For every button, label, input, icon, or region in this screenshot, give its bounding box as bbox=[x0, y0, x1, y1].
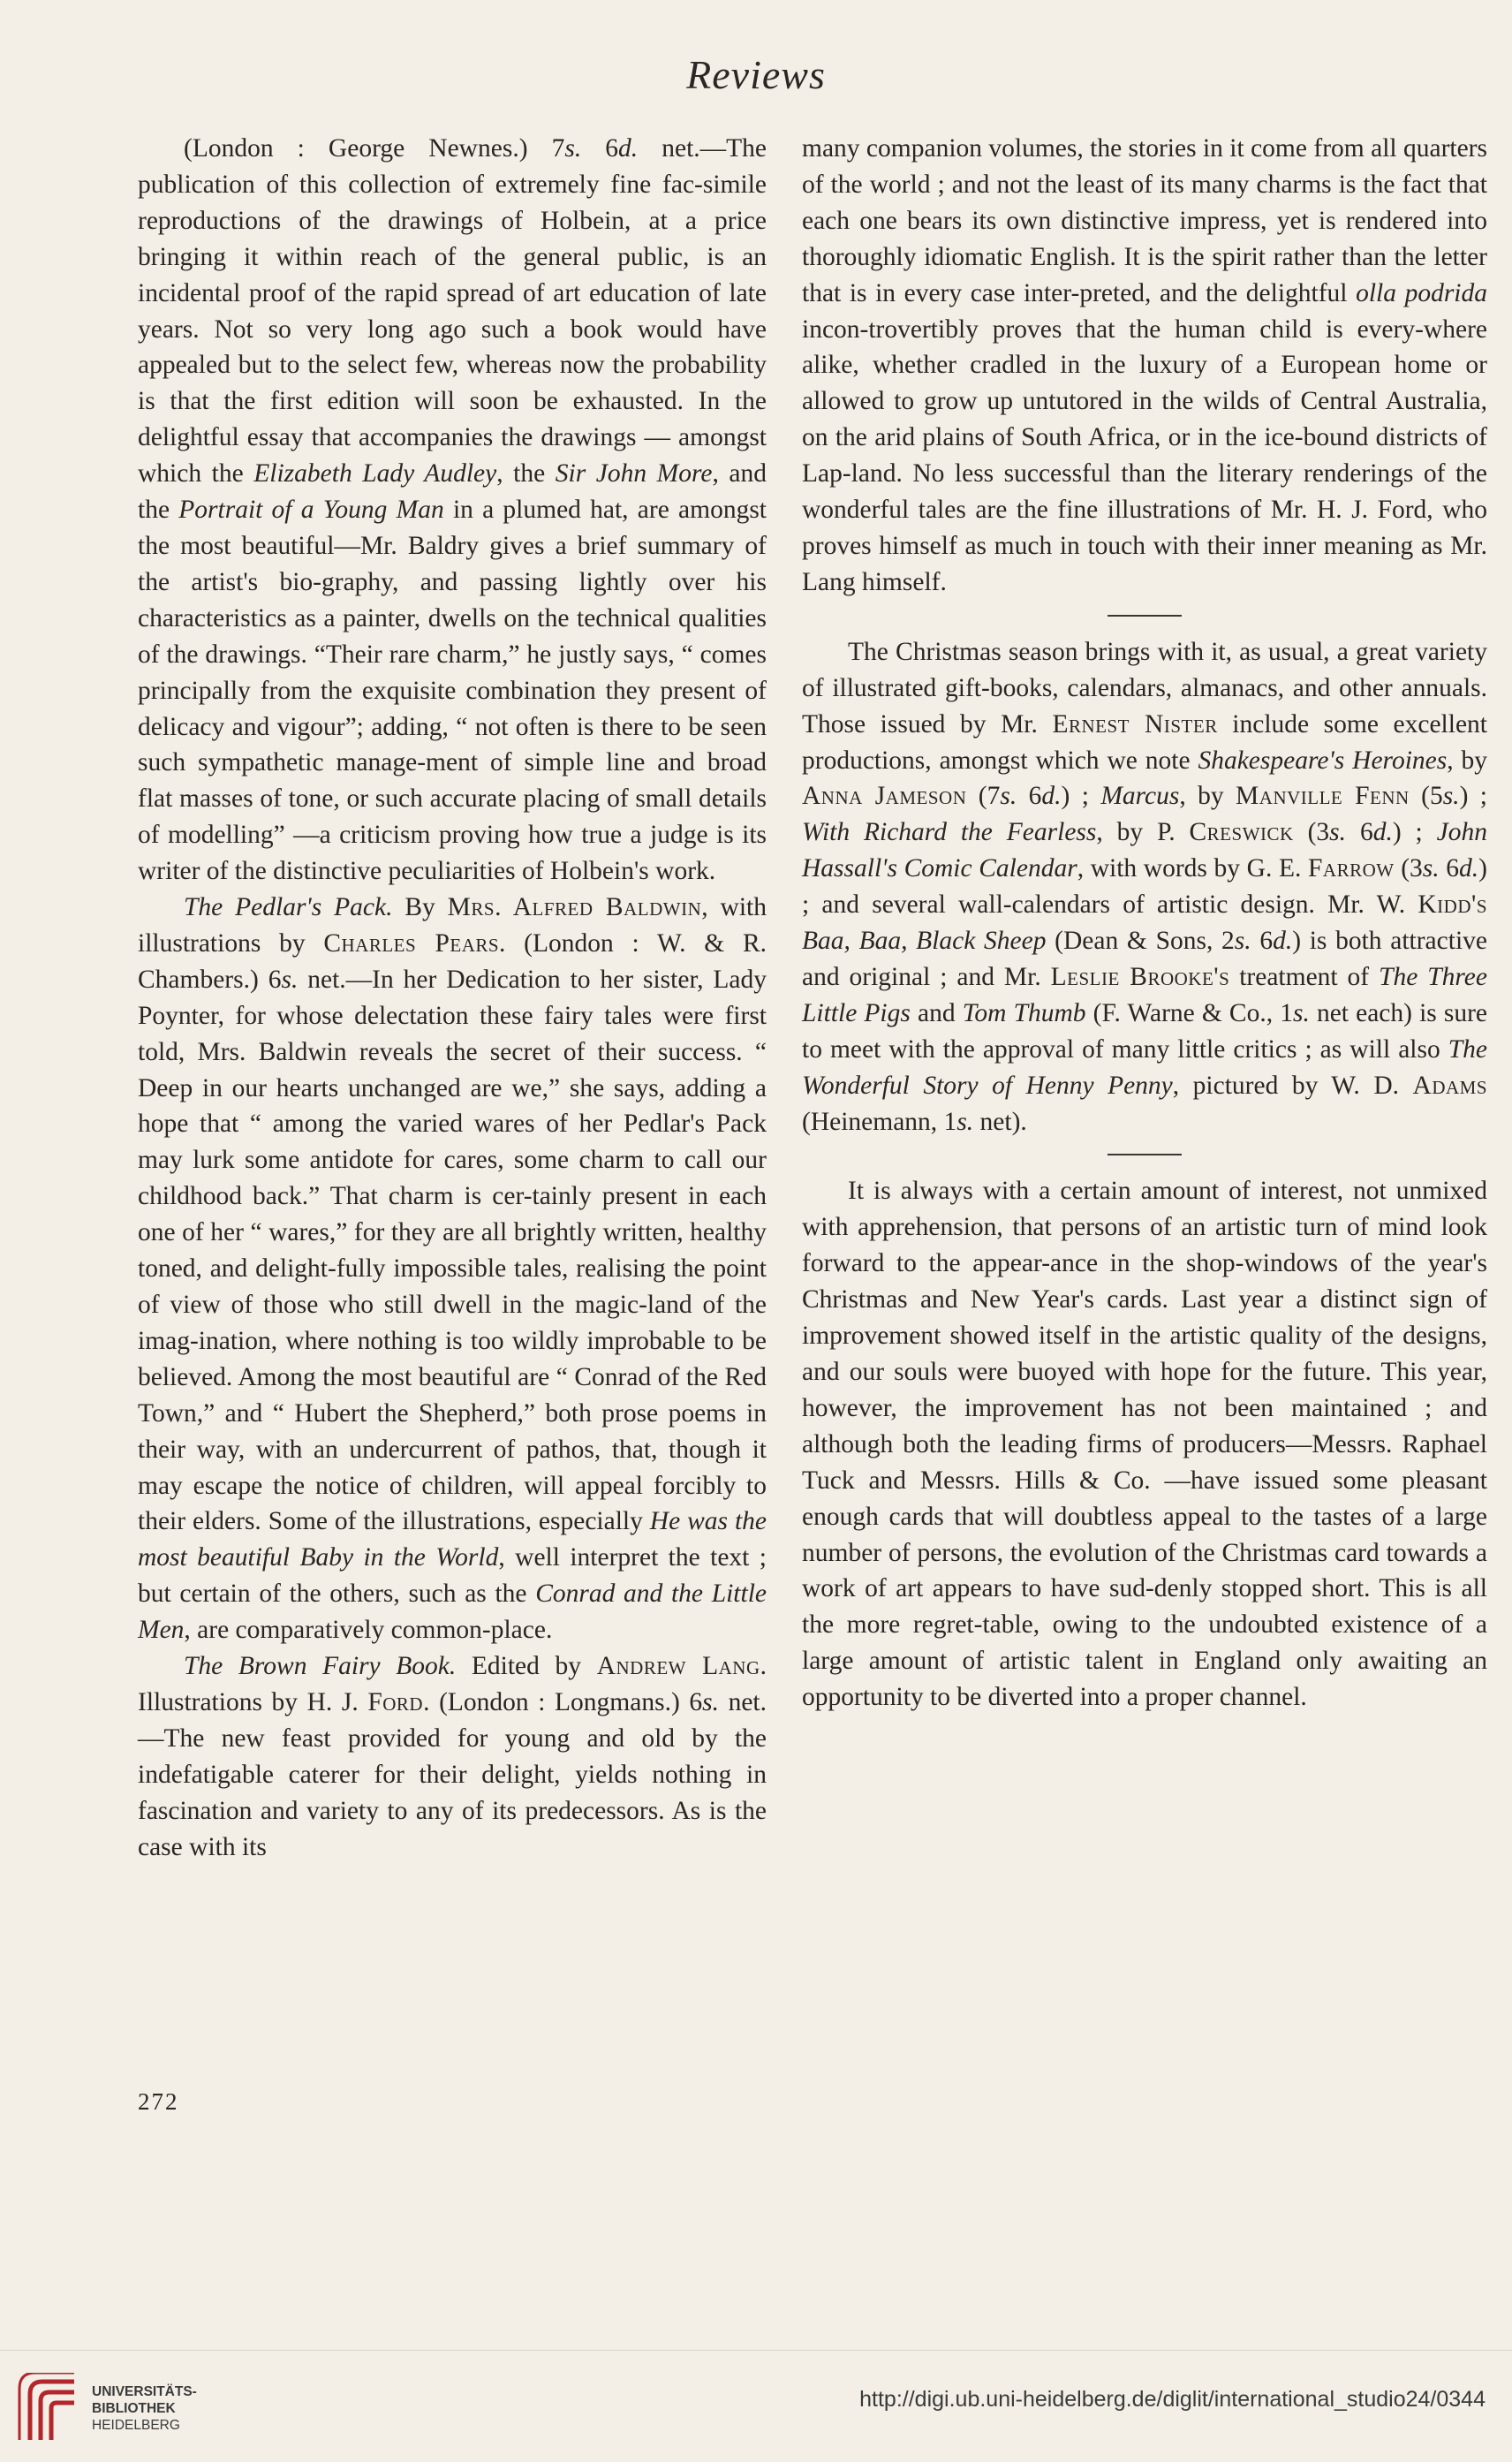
body-text: 6 bbox=[1346, 818, 1373, 847]
body-text: (Dean & Sons, 2 bbox=[1046, 927, 1235, 956]
italic-title-text: Shakespeare's Heroines bbox=[1198, 746, 1448, 775]
body-text: (F. Warne & Co., 1 bbox=[1085, 998, 1293, 1027]
body-text: (3 bbox=[1293, 818, 1330, 847]
italic-title-text: d. bbox=[1273, 927, 1293, 956]
author-name-text: Mrs. Alfred Baldwin bbox=[447, 893, 702, 922]
body-text: ) ; bbox=[1392, 818, 1437, 847]
body-text: and bbox=[910, 998, 963, 1027]
body-text: (Heinemann, 1 bbox=[802, 1107, 957, 1136]
library-name-line: UNIVERSITÄTS- bbox=[92, 2384, 197, 2399]
body-text: , the bbox=[496, 459, 556, 489]
body-text: By bbox=[392, 893, 448, 922]
author-name-text: Manville Fenn bbox=[1236, 782, 1410, 811]
right-column bbox=[802, 131, 1487, 1716]
library-logo-icon bbox=[12, 2373, 85, 2445]
body-text: include some excellent productions, amongst which we note bbox=[802, 709, 1487, 775]
body-text: , are comparatively common-place. bbox=[184, 1616, 553, 1645]
italic-title-text: The Three Little Pigs bbox=[802, 962, 1487, 1027]
christmas-books-paragraph bbox=[802, 634, 1487, 1140]
review-brown-fairy-book-continued bbox=[802, 131, 1487, 601]
review-pedlars-pack-paragraph bbox=[138, 890, 767, 1648]
body-text: . (London : Longmans.) 6 bbox=[423, 1687, 703, 1716]
italic-title-text: s. bbox=[1442, 782, 1460, 811]
body-text: (5 bbox=[1409, 782, 1443, 811]
body-text: net.—The new feast provided for young and old by the indefatigable caterer for their delight, yields nothing in fascination and variety to any of its predecessors. As is the case with its bbox=[138, 1687, 767, 1861]
body-text: 6 bbox=[1017, 782, 1042, 811]
body-text: ) ; bbox=[1061, 782, 1101, 811]
italic-title-text: s. bbox=[564, 134, 582, 163]
author-name-text: Anna Jameson bbox=[802, 782, 967, 811]
left-column bbox=[138, 131, 767, 1866]
source-url-link[interactable]: http://digi.ub.uni-heidelberg.de/diglit/international_studio24/0344 bbox=[859, 2387, 1486, 2412]
christmas-cards-paragraph bbox=[802, 1173, 1487, 1716]
italic-title-text: s. bbox=[1000, 782, 1017, 811]
footer-divider bbox=[0, 2350, 1512, 2351]
review-holbein-paragraph bbox=[138, 131, 767, 890]
body-text: . (London : W. & R. Chambers.) 6 bbox=[138, 928, 767, 994]
body-text: , pictured by W. D. bbox=[1172, 1071, 1413, 1100]
italic-title-text: He was the most beautiful Baby in the World bbox=[138, 1507, 767, 1572]
body-text: many companion volumes, the stories in it come from all quarters of the world ; and not the least of its many charms is the fact that each one bears its own distinctive impress, yet is rendered into thoroughly idiomatic English. It is the spirit rather than the letter that is in every case inter-preted, and the delightful bbox=[802, 134, 1487, 307]
italic-title-text: s. bbox=[1292, 998, 1310, 1027]
body-text: treatment of bbox=[1229, 962, 1380, 991]
body-text: net.—In her Dedication to her sister, Lady Poynter, for whose delectation these fairy tales were first told, Mrs. Baldwin reveals the secret of their success. “ Deep in our hearts unchanged are we,” she says, adding a hope that “ among the varied wares of her Pedlar's Pack may lurk some antidote for cares, some charm to call our childhood back.” That charm is cer-tainly present in each one of her “ wares,” for they are all brightly written, healthy toned, and delight-fully impossible tales, realising the point of view of those who still dwell in the magic-land of the imag-ination, where nothing is too wildly improbable to be believed. Among the most beautiful are “ Conrad of the Red Town,” and “ Hubert the Shepherd,” both prose poems in their way, with an undercurrent of pathos, that, though it may escape the notice of children, will appeal forcibly to their elders. Some of the illustrations, especially bbox=[138, 965, 767, 1536]
italic-title-text: The Wonderful Story of Henny Penny bbox=[802, 1034, 1487, 1100]
body-text: 6 bbox=[1439, 854, 1460, 883]
italic-title-text: d. bbox=[1459, 854, 1479, 883]
author-name-text: Adams bbox=[1412, 1071, 1488, 1100]
body-text: (London : George Newnes.) 7 bbox=[184, 134, 565, 163]
body-text: , by bbox=[1179, 782, 1236, 811]
italic-title-text: s. bbox=[1234, 927, 1251, 956]
italic-title-text: Sir John More bbox=[555, 459, 713, 489]
running-header: Reviews bbox=[686, 52, 826, 97]
author-name-text: Ford bbox=[367, 1687, 424, 1716]
italic-title-text: Portrait of a Young Man bbox=[178, 496, 444, 525]
italic-title-text: s. bbox=[281, 965, 299, 994]
author-name-text: Farrow bbox=[1308, 854, 1395, 883]
body-text: net.—The publication of this collection of extremely fine fac-simile reproductions of the drawings of Holbein, at a price bringing it within reach of the general public, is an incidental proof of the rapid spread of art education of late years. Not so very long ago such a book would have appealed but to the select few, whereas now the probability is that the first edition will soon be exhausted. In the delightful essay that accompanies the drawings — amongst which the bbox=[138, 134, 767, 489]
section-divider bbox=[1108, 615, 1182, 617]
author-name-text: Creswick bbox=[1189, 818, 1294, 847]
body-text: net each) is sure to meet with the approval of many little critics ; as will also bbox=[802, 998, 1488, 1064]
body-text: 6 bbox=[581, 134, 619, 163]
author-name-text: Charles Pears bbox=[323, 928, 500, 958]
italic-title-text: olla podrida bbox=[1356, 278, 1487, 307]
body-text: 6 bbox=[1251, 927, 1274, 956]
italic-title-text: s. bbox=[1422, 854, 1440, 883]
page-number: 272 bbox=[138, 2088, 179, 2115]
review-brown-fairy-book-paragraph bbox=[138, 1648, 767, 1865]
author-name-text: Andrew Lang bbox=[596, 1652, 760, 1681]
body-text: ) ; and several wall-calendars of artistic design. Mr. W. bbox=[802, 854, 1487, 920]
body-text: The Christmas season brings with it, as usual, a great variety of illustrated gift-books, calendars, almanacs, and other annuals. Those issued by Mr. bbox=[802, 637, 1487, 739]
body-text: , and the bbox=[138, 459, 767, 525]
body-text: in a plumed hat, are amongst the most beautiful—Mr. Baldry gives a brief summary of the artist's bio-graphy, and passing lightly over his characteristics as a painter, dwells on the technical qualities of the drawings. “Their rare charm,” he justly says, “ comes principally from the exquisite combination they present of delicacy and vigour”; adding, “ not often is there to be seen such sympathetic manage-ment of simple line and broad flat masses of tone, or such accurate placing of small details of modelling” —a criticism proving how true a judge is its writer of the distinctive peculiarities of Holbein's work. bbox=[138, 496, 767, 886]
body-text: . Illustrations by H. J. bbox=[138, 1652, 767, 1716]
italic-title-text: With Richard the Fearless bbox=[802, 818, 1097, 847]
italic-title-text: The Brown Fairy Book. bbox=[184, 1652, 457, 1681]
library-name-line: HEIDELBERG bbox=[92, 2418, 180, 2433]
italic-title-text: s. bbox=[702, 1687, 719, 1716]
italic-title-text: d. bbox=[618, 134, 639, 163]
body-text: net). bbox=[973, 1107, 1027, 1136]
italic-title-text: d. bbox=[1372, 818, 1393, 847]
italic-title-text: Marcus bbox=[1100, 782, 1180, 811]
section-divider bbox=[1108, 1154, 1182, 1155]
body-text: , well interpret the text ; but certain of the others, such as the bbox=[138, 1543, 767, 1609]
author-name-text: Kidd's bbox=[1418, 890, 1487, 920]
body-text: Edited by bbox=[456, 1652, 597, 1681]
italic-title-text: s. bbox=[1329, 818, 1347, 847]
italic-title-text: s. bbox=[956, 1107, 974, 1136]
body-text: It is always with a certain amount of interest, not unmixed with apprehension, that persons of an artistic turn of mind look forward to the appear-ance in the shop-windows of the year's Christmas and New Year's cards. Last year a distinct sign of improvement showed itself in the artistic quality of the designs, and our souls were buoyed with hope for the future. This year, however, the improvement has not been maintained ; and although both the leading firms of producers—Messrs. Raphael Tuck and Messrs. Hills & Co. —have issued some pleasant enough cards that will doubtless appeal to the tastes of a large number of persons, the evolution of the Christmas card towards a work of art appears to have sud-denly stopped short. This is all the more regret-table, owing to the undoubted existence of a large amount of artistic talent in England only awaiting an opportunity to be diverted into a proper channel. bbox=[802, 1177, 1487, 1712]
body-text: (3 bbox=[1394, 854, 1423, 883]
library-name-line: BIBLIOTHEK bbox=[92, 2401, 176, 2416]
author-name-text: Leslie Brooke's bbox=[1050, 962, 1230, 991]
italic-title-text: Baa, Baa, Black Sheep bbox=[802, 927, 1047, 956]
body-text: incon-trovertibly proves that the human child is every-where alike, whether cradled in the luxury of a European home or allowed to grow up untutored in the wilds of Central Australia, on the arid plains of South Africa, or in the ice-bound districts of Lap-land. No less successful than the literary renderings of the wonderful tales are the fine illustrations of Mr. H. J. Ford, who proves himself as much in touch with their inner meaning as Mr. Lang himself. bbox=[802, 314, 1487, 596]
body-text: , with words by G. E. bbox=[1077, 854, 1308, 883]
italic-title-text: Tom Thumb bbox=[962, 998, 1086, 1027]
author-name-text: Ernest Nister bbox=[1052, 709, 1218, 739]
body-text: (7 bbox=[966, 782, 1001, 811]
body-text: , by P. bbox=[1096, 818, 1190, 847]
body-text: ) is both attractive and original ; and Mr. bbox=[802, 927, 1487, 991]
body-text: , with illustrations by bbox=[138, 893, 767, 958]
italic-title-text: d. bbox=[1041, 782, 1062, 811]
body-text: , by bbox=[1447, 746, 1488, 775]
italic-title-text: Elizabeth Lady Audley bbox=[253, 459, 497, 489]
italic-title-text: John Hassall's Comic Calendar bbox=[802, 818, 1487, 883]
italic-title-text: Conrad and the Little Men bbox=[138, 1579, 767, 1645]
italic-title-text: The Pedlar's Pack. bbox=[184, 893, 393, 922]
library-name bbox=[92, 2383, 197, 2434]
body-text: ) ; bbox=[1459, 782, 1487, 811]
